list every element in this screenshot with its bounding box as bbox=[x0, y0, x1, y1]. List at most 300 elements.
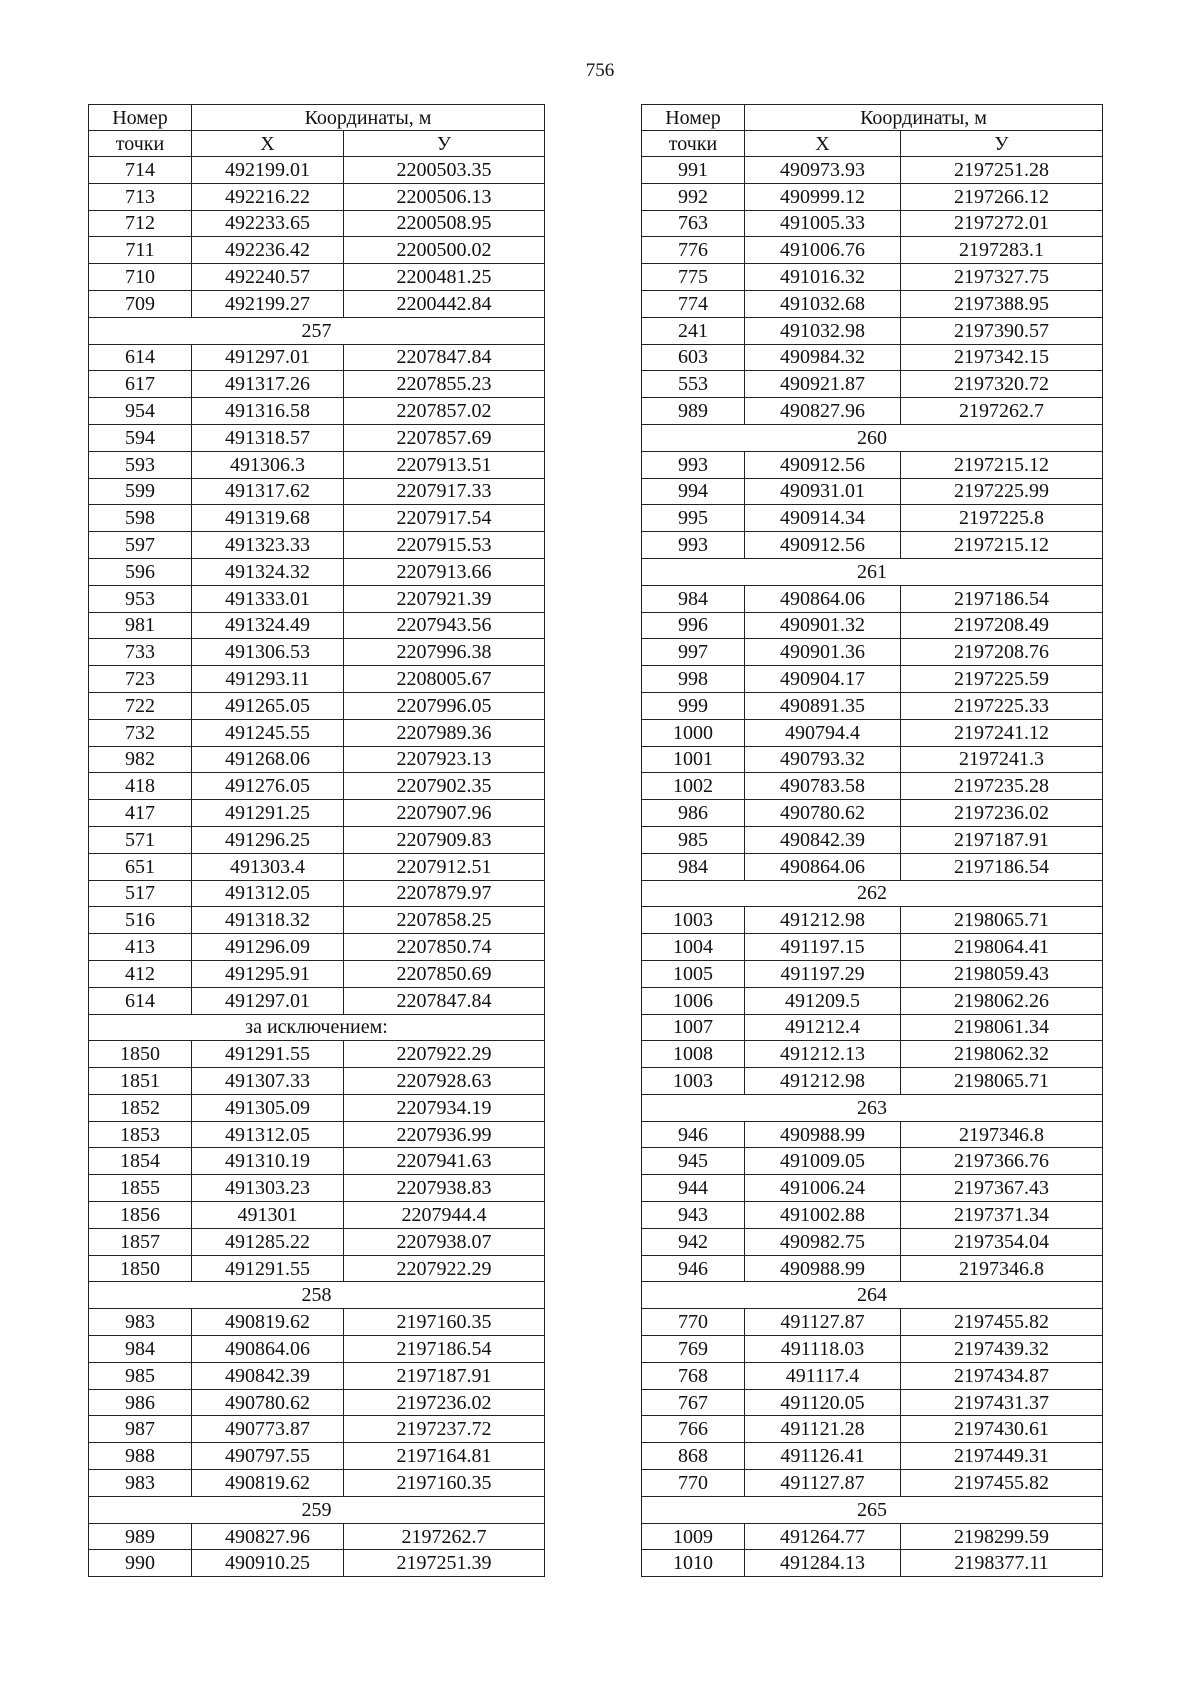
x-coordinate-cell: 490988.99 bbox=[745, 1255, 901, 1282]
y-coordinate-cell: 2197272.01 bbox=[901, 210, 1103, 237]
point-number-cell: 985 bbox=[89, 1362, 192, 1389]
y-coordinate-cell: 2200442.84 bbox=[344, 290, 545, 317]
section-label: 265 bbox=[642, 1496, 1103, 1523]
y-coordinate-cell: 2200500.02 bbox=[344, 237, 545, 264]
table-row bbox=[642, 1550, 1103, 1577]
table-row bbox=[89, 371, 545, 398]
point-number-cell: 713 bbox=[89, 183, 192, 210]
y-coordinate-cell: 2207922.29 bbox=[344, 1255, 545, 1282]
x-coordinate-cell: 491306.53 bbox=[192, 639, 344, 666]
y-coordinate-cell: 2207858.25 bbox=[344, 907, 545, 934]
point-number-cell: 710 bbox=[89, 264, 192, 291]
x-coordinate-cell: 491293.11 bbox=[192, 666, 344, 693]
table-row bbox=[89, 183, 545, 210]
point-number-cell: 599 bbox=[89, 478, 192, 505]
table-row bbox=[89, 478, 545, 505]
point-number-cell: 984 bbox=[89, 1336, 192, 1363]
table-row bbox=[642, 237, 1103, 264]
point-number-cell: 945 bbox=[642, 1148, 745, 1175]
point-number-cell: 983 bbox=[89, 1470, 192, 1497]
point-number-cell: 1000 bbox=[642, 719, 745, 746]
x-coordinate-cell: 491296.09 bbox=[192, 934, 344, 961]
table-row bbox=[89, 1470, 545, 1497]
x-coordinate-cell: 492199.01 bbox=[192, 157, 344, 184]
y-coordinate-cell: 2197251.28 bbox=[901, 157, 1103, 184]
x-coordinate-cell: 490864.06 bbox=[745, 853, 901, 880]
section-label: 262 bbox=[642, 880, 1103, 907]
x-coordinate-cell: 490842.39 bbox=[745, 826, 901, 853]
y-coordinate-cell: 2197346.8 bbox=[901, 1121, 1103, 1148]
point-number-cell: 769 bbox=[642, 1336, 745, 1363]
table-row bbox=[89, 1336, 545, 1363]
y-coordinate-cell: 2197327.75 bbox=[901, 264, 1103, 291]
section-label: 257 bbox=[89, 317, 545, 344]
section-row bbox=[642, 880, 1103, 907]
x-coordinate-cell: 491032.98 bbox=[745, 317, 901, 344]
x-coordinate-cell: 490984.32 bbox=[745, 344, 901, 371]
x-coordinate-cell: 491006.24 bbox=[745, 1175, 901, 1202]
point-number-cell: 993 bbox=[642, 451, 745, 478]
table-row bbox=[642, 317, 1103, 344]
point-number-cell: 517 bbox=[89, 880, 192, 907]
section-row bbox=[89, 317, 545, 344]
table-row bbox=[642, 826, 1103, 853]
point-number-cell: 553 bbox=[642, 371, 745, 398]
table-row bbox=[89, 505, 545, 532]
y-coordinate-cell: 2197371.34 bbox=[901, 1202, 1103, 1229]
table-row bbox=[89, 1041, 545, 1068]
y-coordinate-cell: 2198299.59 bbox=[901, 1523, 1103, 1550]
point-number-header: Номер bbox=[89, 105, 192, 131]
point-number-cell: 942 bbox=[642, 1228, 745, 1255]
y-coordinate-cell: 2207941.63 bbox=[344, 1148, 545, 1175]
y-coordinate-cell: 2197262.7 bbox=[901, 398, 1103, 425]
table-row bbox=[642, 210, 1103, 237]
point-number-cell: 593 bbox=[89, 451, 192, 478]
x-coordinate-cell: 490912.56 bbox=[745, 532, 901, 559]
point-number-cell: 944 bbox=[642, 1175, 745, 1202]
table-row bbox=[89, 960, 545, 987]
y-coordinate-cell: 2198062.26 bbox=[901, 987, 1103, 1014]
y-coordinate-cell: 2207989.36 bbox=[344, 719, 545, 746]
y-coordinate-cell: 2197236.02 bbox=[901, 800, 1103, 827]
x-coordinate-cell: 490819.62 bbox=[192, 1309, 344, 1336]
y-coordinate-cell: 2207996.38 bbox=[344, 639, 545, 666]
section-label: 259 bbox=[89, 1496, 545, 1523]
table-row bbox=[89, 853, 545, 880]
point-number-cell: 1001 bbox=[642, 746, 745, 773]
y-coordinate-cell: 2200481.25 bbox=[344, 264, 545, 291]
y-coordinate-cell: 2197236.02 bbox=[344, 1389, 545, 1416]
point-number-cell: 999 bbox=[642, 692, 745, 719]
y-coordinate-cell: 2197208.49 bbox=[901, 612, 1103, 639]
point-number-cell: 1006 bbox=[642, 987, 745, 1014]
y-coordinate-cell: 2198065.71 bbox=[901, 907, 1103, 934]
y-column-header: У bbox=[344, 131, 545, 157]
point-number-cell: 767 bbox=[642, 1389, 745, 1416]
x-coordinate-cell: 491312.05 bbox=[192, 1121, 344, 1148]
x-coordinate-cell: 490794.4 bbox=[745, 719, 901, 746]
x-coordinate-cell: 492216.22 bbox=[192, 183, 344, 210]
table-row bbox=[642, 344, 1103, 371]
table-row bbox=[89, 264, 545, 291]
table-row bbox=[642, 666, 1103, 693]
y-coordinate-cell: 2207938.07 bbox=[344, 1228, 545, 1255]
table-row bbox=[642, 1068, 1103, 1095]
section-label: 258 bbox=[89, 1282, 545, 1309]
y-coordinate-cell: 2197354.04 bbox=[901, 1228, 1103, 1255]
y-coordinate-cell: 2197388.95 bbox=[901, 290, 1103, 317]
table-row bbox=[642, 183, 1103, 210]
point-number-cell: 516 bbox=[89, 907, 192, 934]
y-coordinate-cell: 2207922.29 bbox=[344, 1041, 545, 1068]
point-number-cell: 417 bbox=[89, 800, 192, 827]
x-coordinate-cell: 491301 bbox=[192, 1202, 344, 1229]
table-row bbox=[642, 532, 1103, 559]
x-coordinate-cell: 491324.32 bbox=[192, 558, 344, 585]
x-coordinate-cell: 491307.33 bbox=[192, 1068, 344, 1095]
point-number-cell: 1850 bbox=[89, 1255, 192, 1282]
point-number-cell: 1855 bbox=[89, 1175, 192, 1202]
point-number-cell: 768 bbox=[642, 1362, 745, 1389]
y-coordinate-cell: 2198061.34 bbox=[901, 1014, 1103, 1041]
table-row bbox=[642, 987, 1103, 1014]
table-row bbox=[89, 237, 545, 264]
point-number-cell: 1852 bbox=[89, 1094, 192, 1121]
y-coordinate-cell: 2207850.69 bbox=[344, 960, 545, 987]
x-coordinate-cell: 491284.13 bbox=[745, 1550, 901, 1577]
y-coordinate-cell: 2197266.12 bbox=[901, 183, 1103, 210]
x-coordinate-cell: 490982.75 bbox=[745, 1228, 901, 1255]
x-coordinate-cell: 491295.91 bbox=[192, 960, 344, 987]
x-column-header: X bbox=[745, 131, 901, 157]
x-coordinate-cell: 491127.87 bbox=[745, 1309, 901, 1336]
point-number-cell: 946 bbox=[642, 1121, 745, 1148]
section-row bbox=[89, 1282, 545, 1309]
point-number-cell: 988 bbox=[89, 1443, 192, 1470]
x-coordinate-cell: 490773.87 bbox=[192, 1416, 344, 1443]
point-number-cell: 766 bbox=[642, 1416, 745, 1443]
table-row bbox=[642, 934, 1103, 961]
y-coordinate-cell: 2197251.39 bbox=[344, 1550, 545, 1577]
table-row bbox=[642, 1443, 1103, 1470]
table-row bbox=[642, 1255, 1103, 1282]
y-coordinate-cell: 2207879.97 bbox=[344, 880, 545, 907]
x-coordinate-cell: 491276.05 bbox=[192, 773, 344, 800]
table-row bbox=[89, 719, 545, 746]
x-coordinate-cell: 491265.05 bbox=[192, 692, 344, 719]
y-coordinate-cell: 2207936.99 bbox=[344, 1121, 545, 1148]
point-number-header-sub: точки bbox=[642, 131, 745, 157]
point-number-cell: 990 bbox=[89, 1550, 192, 1577]
x-coordinate-cell: 491197.29 bbox=[745, 960, 901, 987]
point-number-cell: 418 bbox=[89, 773, 192, 800]
point-number-cell: 997 bbox=[642, 639, 745, 666]
x-coordinate-cell: 491317.26 bbox=[192, 371, 344, 398]
y-coordinate-cell: 2207857.69 bbox=[344, 424, 545, 451]
y-coordinate-cell: 2207938.83 bbox=[344, 1175, 545, 1202]
point-number-cell: 714 bbox=[89, 157, 192, 184]
y-coordinate-cell: 2198377.11 bbox=[901, 1550, 1103, 1577]
section-label: 263 bbox=[642, 1094, 1103, 1121]
table-row bbox=[89, 1068, 545, 1095]
y-coordinate-cell: 2197225.33 bbox=[901, 692, 1103, 719]
x-coordinate-cell: 491312.05 bbox=[192, 880, 344, 907]
table-row bbox=[89, 1389, 545, 1416]
y-coordinate-cell: 2207913.51 bbox=[344, 451, 545, 478]
table-row bbox=[642, 398, 1103, 425]
y-coordinate-cell: 2197434.87 bbox=[901, 1362, 1103, 1389]
x-coordinate-cell: 491318.32 bbox=[192, 907, 344, 934]
table-row bbox=[89, 210, 545, 237]
y-coordinate-cell: 2207902.35 bbox=[344, 773, 545, 800]
x-coordinate-cell: 491006.76 bbox=[745, 237, 901, 264]
x-coordinate-cell: 491291.55 bbox=[192, 1041, 344, 1068]
table-row bbox=[642, 1309, 1103, 1336]
point-number-cell: 617 bbox=[89, 371, 192, 398]
y-coordinate-cell: 2207917.54 bbox=[344, 505, 545, 532]
y-coordinate-cell: 2197160.35 bbox=[344, 1309, 545, 1336]
y-coordinate-cell: 2197439.32 bbox=[901, 1336, 1103, 1363]
point-number-cell: 770 bbox=[642, 1470, 745, 1497]
table-row bbox=[642, 800, 1103, 827]
y-coordinate-cell: 2197186.54 bbox=[344, 1336, 545, 1363]
table-row bbox=[642, 157, 1103, 184]
table-row bbox=[89, 424, 545, 451]
y-coordinate-cell: 2197237.72 bbox=[344, 1416, 545, 1443]
x-coordinate-cell: 491212.98 bbox=[745, 907, 901, 934]
point-number-cell: 989 bbox=[89, 1523, 192, 1550]
section-row bbox=[89, 1014, 545, 1041]
point-number-cell: 992 bbox=[642, 183, 745, 210]
x-coordinate-cell: 491197.15 bbox=[745, 934, 901, 961]
point-number-cell: 943 bbox=[642, 1202, 745, 1229]
x-coordinate-cell: 492199.27 bbox=[192, 290, 344, 317]
point-number-cell: 614 bbox=[89, 344, 192, 371]
table-row bbox=[642, 1228, 1103, 1255]
y-coordinate-cell: 2197186.54 bbox=[901, 853, 1103, 880]
table-row bbox=[642, 585, 1103, 612]
x-coordinate-cell: 492236.42 bbox=[192, 237, 344, 264]
x-coordinate-cell: 491297.01 bbox=[192, 344, 344, 371]
table-row bbox=[89, 290, 545, 317]
point-number-cell: 598 bbox=[89, 505, 192, 532]
table-row bbox=[89, 451, 545, 478]
table-body-left bbox=[89, 157, 545, 1577]
x-coordinate-cell: 490999.12 bbox=[745, 183, 901, 210]
point-number-cell: 1003 bbox=[642, 907, 745, 934]
table-row bbox=[89, 1550, 545, 1577]
table-row bbox=[89, 666, 545, 693]
x-coordinate-cell: 491121.28 bbox=[745, 1416, 901, 1443]
x-coordinate-cell: 491324.49 bbox=[192, 612, 344, 639]
y-coordinate-cell: 2197455.82 bbox=[901, 1309, 1103, 1336]
x-coordinate-cell: 490864.06 bbox=[192, 1336, 344, 1363]
x-coordinate-cell: 490793.32 bbox=[745, 746, 901, 773]
x-coordinate-cell: 491317.62 bbox=[192, 478, 344, 505]
y-coordinate-cell: 2207847.84 bbox=[344, 344, 545, 371]
section-label: 261 bbox=[642, 558, 1103, 585]
table-row bbox=[89, 934, 545, 961]
table-row bbox=[89, 1202, 545, 1229]
y-coordinate-cell: 2207907.96 bbox=[344, 800, 545, 827]
point-number-cell: 614 bbox=[89, 987, 192, 1014]
x-coordinate-cell: 490901.32 bbox=[745, 612, 901, 639]
y-coordinate-cell: 2197225.8 bbox=[901, 505, 1103, 532]
point-number-cell: 603 bbox=[642, 344, 745, 371]
point-number-cell: 733 bbox=[89, 639, 192, 666]
x-coordinate-cell: 491296.25 bbox=[192, 826, 344, 853]
x-coordinate-cell: 491126.41 bbox=[745, 1443, 901, 1470]
y-coordinate-cell: 2197342.15 bbox=[901, 344, 1103, 371]
y-coordinate-cell: 2197241.3 bbox=[901, 746, 1103, 773]
y-coordinate-cell: 2197430.61 bbox=[901, 1416, 1103, 1443]
x-coordinate-cell: 490931.01 bbox=[745, 478, 901, 505]
table-row bbox=[89, 344, 545, 371]
y-coordinate-cell: 2207944.4 bbox=[344, 1202, 545, 1229]
y-coordinate-cell: 2207923.13 bbox=[344, 746, 545, 773]
point-number-cell: 1854 bbox=[89, 1148, 192, 1175]
y-coordinate-cell: 2197208.76 bbox=[901, 639, 1103, 666]
point-number-cell: 597 bbox=[89, 532, 192, 559]
section-label: 264 bbox=[642, 1282, 1103, 1309]
x-coordinate-cell: 491120.05 bbox=[745, 1389, 901, 1416]
x-coordinate-cell: 492240.57 bbox=[192, 264, 344, 291]
y-coordinate-cell: 2197449.31 bbox=[901, 1443, 1103, 1470]
table-row bbox=[642, 692, 1103, 719]
y-coordinate-cell: 2197262.7 bbox=[344, 1523, 545, 1550]
point-number-cell: 989 bbox=[642, 398, 745, 425]
table-row bbox=[642, 264, 1103, 291]
y-coordinate-cell: 2197431.37 bbox=[901, 1389, 1103, 1416]
table-row bbox=[642, 505, 1103, 532]
y-coordinate-cell: 2207850.74 bbox=[344, 934, 545, 961]
table-row bbox=[89, 773, 545, 800]
point-number-cell: 711 bbox=[89, 237, 192, 264]
point-number-cell: 596 bbox=[89, 558, 192, 585]
x-coordinate-cell: 491005.33 bbox=[745, 210, 901, 237]
coordinates-table-right bbox=[641, 104, 1103, 1577]
point-number-cell: 981 bbox=[89, 612, 192, 639]
x-coordinate-cell: 491268.06 bbox=[192, 746, 344, 773]
table-row bbox=[642, 1470, 1103, 1497]
point-number-cell: 954 bbox=[89, 398, 192, 425]
point-number-cell: 723 bbox=[89, 666, 192, 693]
table-row bbox=[89, 880, 545, 907]
x-coordinate-cell: 491117.4 bbox=[745, 1362, 901, 1389]
x-coordinate-cell: 490912.56 bbox=[745, 451, 901, 478]
y-coordinate-cell: 2207847.84 bbox=[344, 987, 545, 1014]
y-coordinate-cell: 2197215.12 bbox=[901, 532, 1103, 559]
table-row bbox=[89, 907, 545, 934]
y-coordinate-cell: 2207921.39 bbox=[344, 585, 545, 612]
point-number-cell: 1857 bbox=[89, 1228, 192, 1255]
x-coordinate-cell: 490921.87 bbox=[745, 371, 901, 398]
point-number-cell: 775 bbox=[642, 264, 745, 291]
point-number-cell: 1850 bbox=[89, 1041, 192, 1068]
point-number-cell: 986 bbox=[642, 800, 745, 827]
y-coordinate-cell: 2207996.05 bbox=[344, 692, 545, 719]
point-number-cell: 1010 bbox=[642, 1550, 745, 1577]
point-number-cell: 991 bbox=[642, 157, 745, 184]
section-row bbox=[642, 1094, 1103, 1121]
table-row bbox=[89, 826, 545, 853]
table-row bbox=[89, 157, 545, 184]
table-row bbox=[642, 1175, 1103, 1202]
y-column-header: У bbox=[901, 131, 1103, 157]
x-coordinate-cell: 490910.25 bbox=[192, 1550, 344, 1577]
y-coordinate-cell: 2197367.43 bbox=[901, 1175, 1103, 1202]
table-row bbox=[89, 639, 545, 666]
table-row bbox=[89, 1443, 545, 1470]
y-coordinate-cell: 2197283.1 bbox=[901, 237, 1103, 264]
table-row bbox=[89, 612, 545, 639]
x-coordinate-cell: 491212.13 bbox=[745, 1041, 901, 1068]
point-number-cell: 987 bbox=[89, 1416, 192, 1443]
y-coordinate-cell: 2200503.35 bbox=[344, 157, 545, 184]
y-coordinate-cell: 2200508.95 bbox=[344, 210, 545, 237]
y-coordinate-cell: 2207934.19 bbox=[344, 1094, 545, 1121]
x-coordinate-cell: 491118.03 bbox=[745, 1336, 901, 1363]
y-coordinate-cell: 2207913.66 bbox=[344, 558, 545, 585]
point-number-cell: 953 bbox=[89, 585, 192, 612]
x-coordinate-cell: 490780.62 bbox=[745, 800, 901, 827]
point-number-cell: 986 bbox=[89, 1389, 192, 1416]
table-row bbox=[89, 1121, 545, 1148]
x-coordinate-cell: 490914.34 bbox=[745, 505, 901, 532]
x-coordinate-cell: 490819.62 bbox=[192, 1470, 344, 1497]
x-coordinate-cell: 491212.4 bbox=[745, 1014, 901, 1041]
table-row bbox=[642, 1523, 1103, 1550]
table-row bbox=[642, 1014, 1103, 1041]
point-number-cell: 946 bbox=[642, 1255, 745, 1282]
x-coordinate-cell: 491303.23 bbox=[192, 1175, 344, 1202]
table-row bbox=[642, 639, 1103, 666]
section-row bbox=[642, 1282, 1103, 1309]
table-row bbox=[89, 987, 545, 1014]
table-row bbox=[642, 1336, 1103, 1363]
x-coordinate-cell: 490901.36 bbox=[745, 639, 901, 666]
y-coordinate-cell: 2198059.43 bbox=[901, 960, 1103, 987]
x-coordinate-cell: 491212.98 bbox=[745, 1068, 901, 1095]
y-coordinate-cell: 2197225.59 bbox=[901, 666, 1103, 693]
point-number-cell: 1008 bbox=[642, 1041, 745, 1068]
table-row bbox=[89, 585, 545, 612]
point-number-cell: 412 bbox=[89, 960, 192, 987]
point-number-cell: 770 bbox=[642, 1309, 745, 1336]
table-row bbox=[642, 746, 1103, 773]
table-row bbox=[642, 1041, 1103, 1068]
point-number-cell: 732 bbox=[89, 719, 192, 746]
point-number-cell: 994 bbox=[642, 478, 745, 505]
section-row bbox=[89, 1496, 545, 1523]
x-coordinate-cell: 490864.06 bbox=[745, 585, 901, 612]
x-coordinate-cell: 490891.35 bbox=[745, 692, 901, 719]
x-coordinate-cell: 490783.58 bbox=[745, 773, 901, 800]
section-label: за исключением: bbox=[89, 1014, 545, 1041]
y-coordinate-cell: 2197235.28 bbox=[901, 773, 1103, 800]
x-coordinate-cell: 491285.22 bbox=[192, 1228, 344, 1255]
table-row bbox=[642, 960, 1103, 987]
point-number-cell: 868 bbox=[642, 1443, 745, 1470]
table-row bbox=[642, 451, 1103, 478]
table-row bbox=[642, 612, 1103, 639]
x-coordinate-cell: 491316.58 bbox=[192, 398, 344, 425]
section-row bbox=[642, 424, 1103, 451]
section-row bbox=[642, 558, 1103, 585]
y-coordinate-cell: 2207928.63 bbox=[344, 1068, 545, 1095]
point-number-cell: 712 bbox=[89, 210, 192, 237]
